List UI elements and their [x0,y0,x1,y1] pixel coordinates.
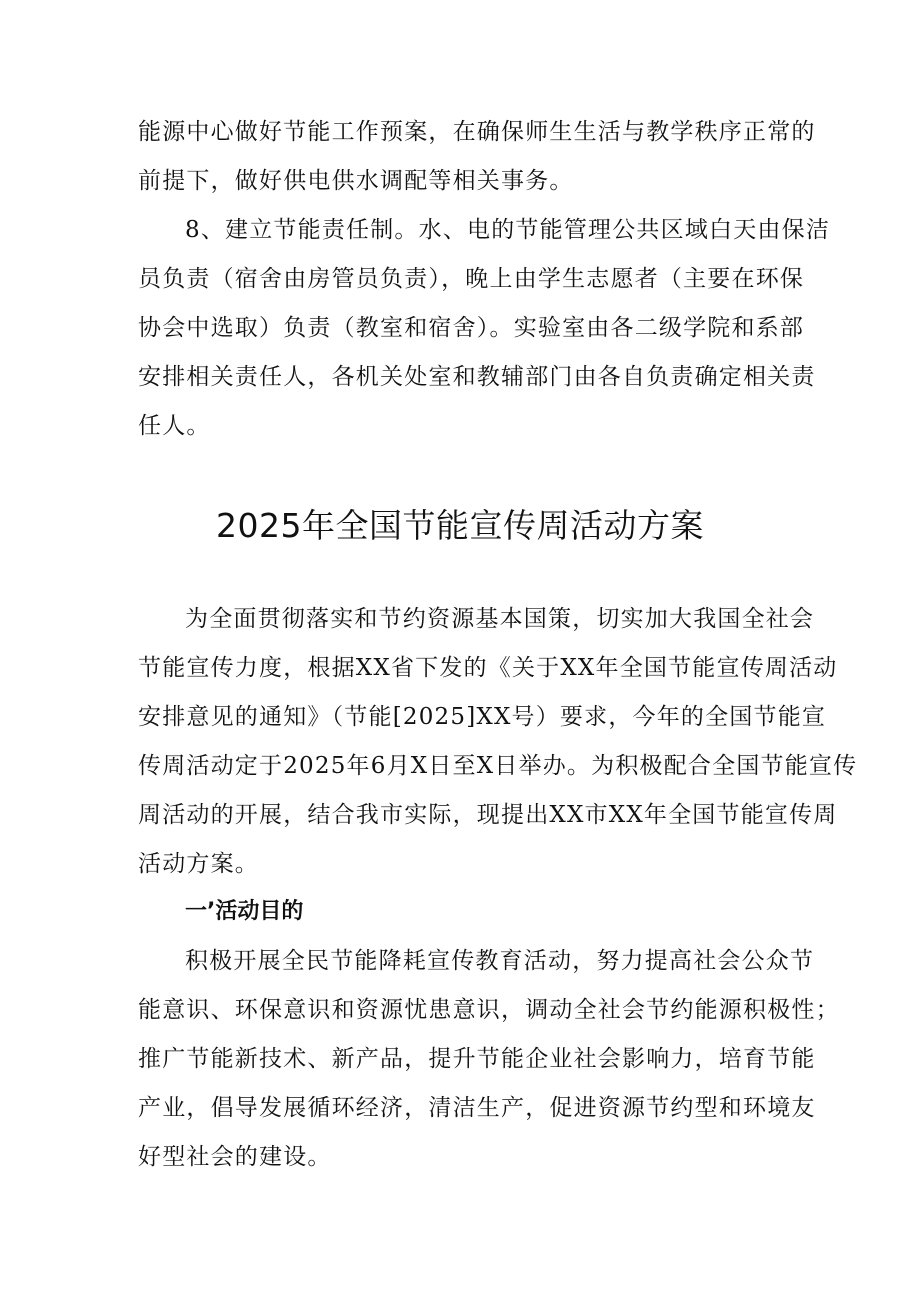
paragraph-line: 能意识、环保意识和资源忧患意识，调动全社会节约能源积极性； [138,997,840,1023]
paragraph-line: 推广节能新技术、新产品，提升节能企业社会影响力，培育节能 [138,1046,816,1072]
paragraph-line: 安排相关责任人，各机关处室和教辅部门由各自负责确定相关责 [138,364,816,390]
paragraph-line: 好型社会的建设。 [138,1144,332,1170]
paragraph-line: 前提下，做好供电供水调配等相关事务。 [138,168,574,194]
paragraph-line: 协会中选取）负责（教室和宿舍）。实验室由各二级学院和系部 [138,315,805,341]
paragraph-line: 传周活动定于2025年6月X日至X日举办。为积极配合全国节能宣传 [138,753,858,779]
paragraph-line: 员负责（宿舍由房管员负责），晚上由学生志愿者（主要在环保 [138,266,805,292]
paragraph-line: 能源中心做好节能工作预案，在确保师生生活与教学秩序正常的 [138,119,816,145]
paragraph-line: 安排意见的通知》（节能[2025]XX号）要求，今年的全国节能宣 [138,704,827,730]
document-title: 2025年全国节能宣传周活动方案 [216,506,704,545]
paragraph-line: 活动方案。 [138,851,259,877]
intro-first-line: 为全面贯彻落实和节约资源基本国策，切实加大我国全社会 [185,606,815,632]
purpose-first-line: 积极开展全民节能降耗宣传教育活动，努力提高社会公众节 [185,948,815,974]
paragraph-line: 周活动的开展，结合我市实际，现提出XX市XX年全国节能宣传周 [138,802,838,828]
section-8-first-line: 8、建立节能责任制。水、电的节能管理公共区域白天由保洁 [185,217,831,243]
section-heading-purpose: 一’活动目的 [185,899,304,924]
paragraph-line: 任人。 [138,413,211,439]
paragraph-line: 产业，倡导发展循环经济，清洁生产，促进资源节约型和环境友 [138,1095,816,1121]
paragraph-line: 节能宣传力度，根据XX省下发的《关于XX年全国节能宣传周活动 [138,655,838,681]
